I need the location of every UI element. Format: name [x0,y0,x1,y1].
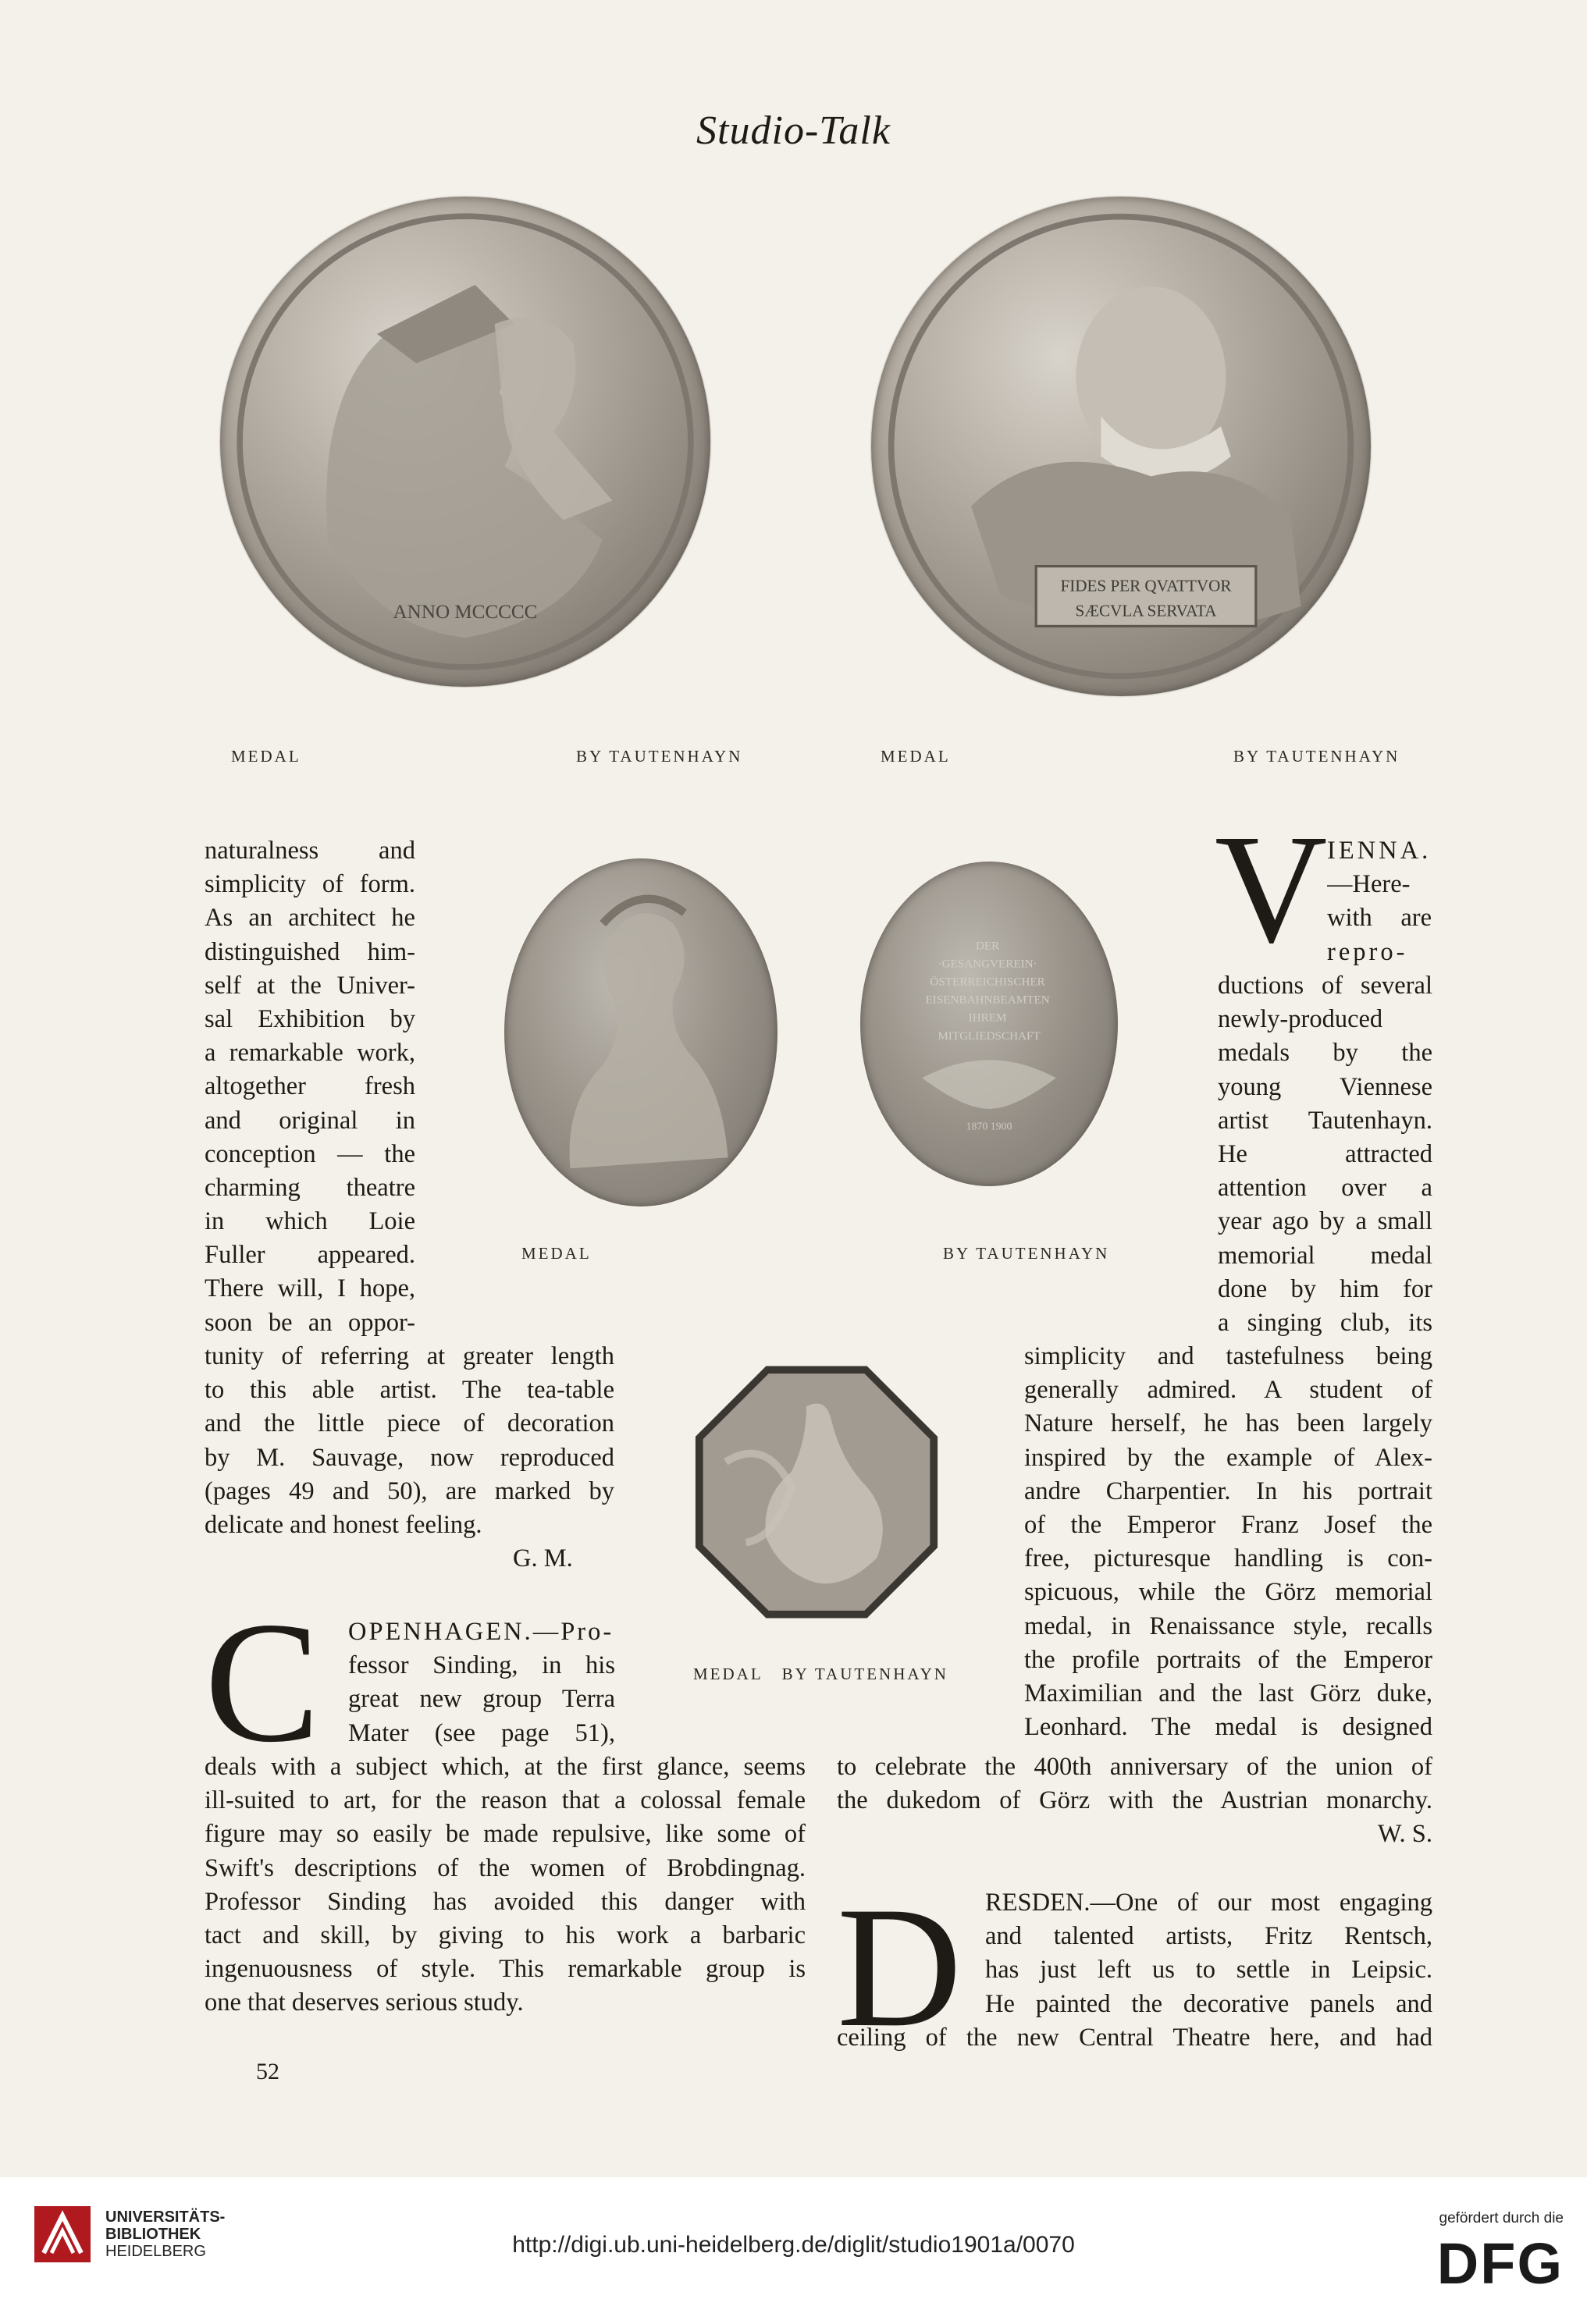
text-line: Professor Sinding has avoided this danger with [205,1887,806,1916]
text-line: to this able artist. The tea-table [205,1376,614,1405]
text-line: (pages 49 and 50), are marked by [205,1476,614,1505]
text-line: and talented artists, Fritz Rentsch, [985,1922,1432,1951]
copenhagen-full [205,1750,806,2020]
caption-bottom: MEDAL BY TAUTENHAYN [693,1665,948,1683]
text-line: andre Charpentier. In his portrait [1024,1476,1432,1505]
franz-josef-medal-image [871,197,1371,696]
text-line: year ago by a small [1218,1207,1432,1236]
text-line: generally admired. A student of [1024,1376,1432,1405]
text-line: memorial medal [1218,1241,1432,1270]
text-line: and the little piece of decoration [205,1409,614,1438]
text-line: fessor Sinding, in his [348,1651,615,1680]
text-line: artist Tautenhayn. [1218,1106,1432,1135]
text-line: simplicity and tastefulness being [1024,1342,1432,1370]
text-line: repro- [1327,937,1408,966]
text-line: figure may so easily be made repulsive, like some of [205,1820,806,1849]
vienna-full [837,1750,1432,1852]
library-line1: UNIVERSITÄTS- [105,2209,226,2226]
text-line: charming theatre [205,1173,415,1202]
text-line: There will, I hope, [205,1274,415,1303]
text-line: inspired by the example of Alex- [1024,1443,1432,1472]
text-line: free, picturesque handling is con- [1024,1544,1432,1573]
vienna-column [1218,969,1432,1340]
singing-club-medal-text: DER ·GESANGVEREIN· ÖSTERREICHISCHER EISENBAHNBEAMTEN IHREM MITGLIEDSCHAFT [925,939,1050,1043]
caption-mid-a: MEDAL [521,1244,592,1263]
text-line: ductions of several [1218,972,1432,1000]
text-line: great new group Terra [348,1685,615,1714]
page-number: 52 [256,2059,279,2084]
dfg-logo: DFG [1436,2231,1564,2296]
library-line3: HEIDELBERG [105,2243,206,2260]
text-line: the dukedom of Görz with the Austrian monarchy. [837,1786,1432,1815]
singing-club-medal-years: 1870 1900 [966,1120,1012,1132]
text-line: deals with a subject which, at the first glance, seems [205,1753,806,1781]
text-line: Nature herself, he has been largely [1024,1409,1432,1438]
text-line: ceiling of the new Central Theatre here, and had [837,2024,1432,2052]
caption-top-right-b: BY TAUTENHAYN [1233,747,1400,766]
text-line: the profile portraits of the Emperor [1024,1645,1432,1674]
left-column-narrow [205,834,415,1340]
text-line: soon be an oppor- [205,1308,415,1337]
library-line2: BIBLIOTHEK [105,2226,201,2243]
text-line: newly-produced [1218,1005,1383,1034]
text-line: Mater (see page 51), [348,1718,615,1747]
text-line: spicuous, while the Görz memorial [1024,1578,1432,1607]
text-line: Maximilian and the last Görz duke, [1024,1679,1432,1707]
text-line: Swift's descriptions of the women of Brobdingnag. [205,1853,806,1882]
text-line: He attracted [1218,1139,1432,1168]
dresden-full [837,2021,1432,2055]
text-line: conception — the [205,1139,415,1168]
text-line: tunity of referring at greater length [205,1342,614,1370]
text-line: IENNA. [1327,837,1432,865]
vienna-medium [1024,1340,1432,1744]
singing-club-medal-oval-image [860,862,1118,1186]
text-line: tact and skill, by giving to his work a barbaric [205,1921,806,1949]
text-line: OPENHAGEN.—Pro- [348,1618,614,1646]
text-line: delicate and honest feeling. [205,1510,482,1539]
text-line: self at the Univer- [205,971,415,1000]
maximilian-medal-relief [220,197,710,687]
dancer-plaque-octagon-image [690,1361,943,1623]
text-line: one that deserves serious study. [205,1988,524,2017]
text-line: has just left us to settle in Leipsic. [985,1956,1432,1985]
text-line: a remarkable work, [205,1039,415,1068]
signature-gm: G. M. [513,1544,573,1573]
text-line: sal Exhibition by [205,1004,415,1033]
maximilian-medal-inscription: ANNO MCCCCC [393,602,538,624]
text-line: distinguished him- [205,937,415,966]
left-column-medium [205,1340,614,1576]
text-line: medals by the [1218,1039,1432,1068]
caption-mid-b: BY TAUTENHAYN [943,1244,1110,1263]
text-line: He painted the decorative panels and [985,1989,1432,2018]
text-line: simplicity of form. [205,870,415,899]
franz-josef-medal-relief [871,197,1371,696]
text-line: —Here- [1327,870,1411,899]
text-line: As an architect he [205,904,415,933]
text-line: of the Emperor Franz Josef the [1024,1510,1432,1539]
caption-top-left-b: BY TAUTENHAYN [576,747,743,766]
text-line: naturalness and [205,837,415,865]
text-line: done by him for [1218,1274,1432,1303]
text-line: by M. Sauvage, now reproduced [205,1443,614,1472]
singer-medal-oval-image [504,858,777,1206]
text-line: medal, in Renaissance style, recalls [1024,1612,1432,1640]
text-line: with are [1327,904,1432,933]
text-line: Fuller appeared. [205,1241,415,1270]
text-line: a singing club, its [1218,1308,1432,1337]
text-line: in which Loie [205,1207,415,1236]
text-line: young Viennese [1218,1072,1432,1101]
text-line: ill-suited to art, for the reason that a colossal female [205,1786,806,1815]
caption-top-right-a: MEDAL [881,747,951,766]
singing-club-medal-relief [860,862,1118,1186]
franz-josef-plaque-line1: FIDES PER QVATTVOR [1060,576,1232,595]
permalink-url[interactable]: http://digi.ub.uni-heidelberg.de/diglit/studio1901a/0070 [512,2232,1075,2258]
text-line: to celebrate the 400th anniversary of the union of [837,1753,1432,1781]
vienna-dropcap: V [1215,803,1328,975]
page-title: Studio-Talk [696,108,891,153]
text-line: RESDEN.—One of our most engaging [985,1889,1432,1917]
copenhagen-dropcap: C [205,1587,321,1779]
vienna-narrow [1327,834,1432,969]
singer-medal-relief [504,858,777,1206]
caption-top-left-a: MEDAL [231,747,301,766]
text-line: ingenuousness of style. This remarkable group is [205,1955,806,1984]
text-line: altogether fresh [205,1072,415,1101]
maximilian-medal-image [220,197,710,687]
text-line: Leonhard. The medal is designed [1024,1713,1432,1742]
text-line: attention over a [1218,1174,1432,1203]
dresden-dropcap: D [837,1871,963,2063]
copenhagen-indented [348,1615,615,1750]
signature-ws: W. S. [1377,1820,1432,1849]
dresden-indented [985,1886,1432,2021]
franz-josef-plaque-line2: SÆCVLA SERVATA [1075,601,1217,620]
text-line: and original in [205,1106,415,1135]
funding-note: gefördert durch die [1439,2210,1564,2226]
